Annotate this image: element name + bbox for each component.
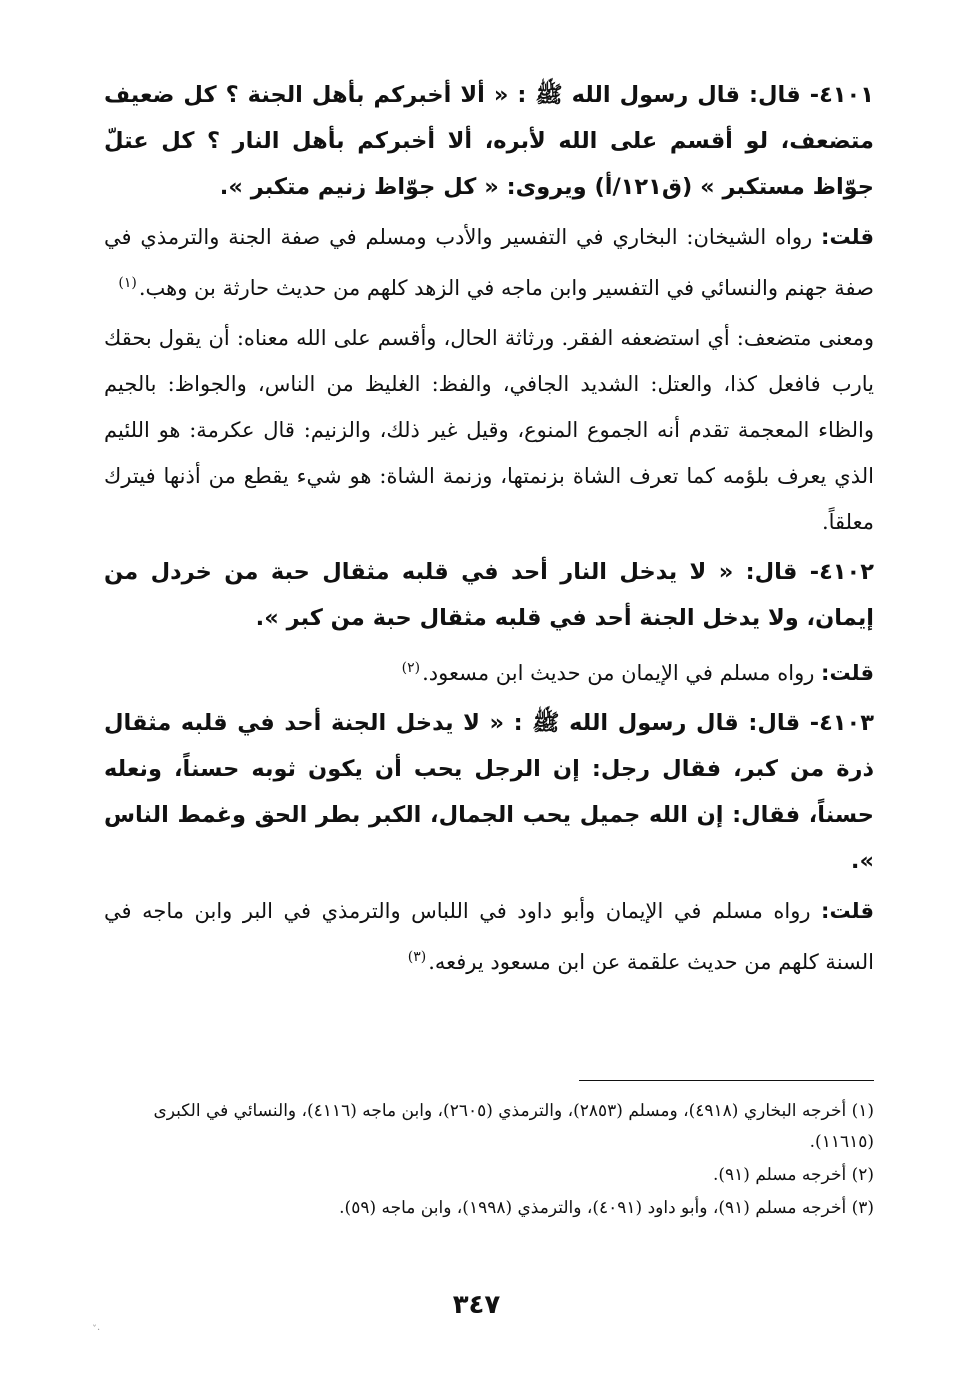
commentary-4102-source <box>104 645 874 696</box>
qult-label: قلت: <box>821 899 874 923</box>
commentary-text: رواه الشيخان: البخاري في التفسير والأدب ومسلم في صفة الجنة والترمذي في صفة جهنم والنسائي في التفسير وابن ماجه في الزهد كلهم من حديث حارثة بن وهب. <box>104 225 874 300</box>
commentary-4101-meaning: ومعنى متضعف: أي استضعفه الفقر. ورثاثة الحال، وأقسم على الله معناه: أن يقول بحقك يارب فافعل كذا، والعتل: الشديد الجافي، والفظ: الغليظ من الناس، والجواظ: بالجيم والظاء المعجمة تقدم أنه الجموع المنوع، وقيل غير ذلك، والزنيم: قال عكرمة: هو اللئيم الذي يعرف بلؤمه كما تعرف الشاة بزنمتها، وزنمة الشاة: هو شيء يقطع من أذنها فيترك معلقاً. <box>104 326 874 534</box>
footnote-1: (١) أخرجه البخاري (٤٩١٨)، ومسلم (٢٨٥٣)، والترمذي (٢٦٠٥)، وابن ماجه (٤١١٦)، والنسائي في الكبرى (١١٦١٥). <box>153 1101 874 1152</box>
hadith-4103: ٤١٠٣- قال: قال رسول الله ﷺ : « لا يدخل الجنة أحد في قلبه مثقال ذرة من كبر، فقال رجل: إن الرجل يحب أن يكون ثوبه حسناً، ونعله حسناً، فقال: إن الله جميل يحب الجمال، الكبر بطر الحق وغمط الناس ». <box>104 710 874 874</box>
qult-label: قلت: <box>821 661 874 685</box>
footnote-ref-1[interactable]: (١) <box>118 275 137 291</box>
commentary-text: رواه مسلم في الإيمان وأبو داود في اللباس والترمذي في البر وابن ماجه في السنة كلهم من حديث علقمة عن ابن مسعود يرفعه. <box>104 899 874 974</box>
commentary-text: رواه مسلم في الإيمان من حديث ابن مسعود. <box>422 661 815 685</box>
hadith-4102: ٤١٠٢- قال: « لا يدخل النار أحد في قلبه مثقال حبة من خردل من إيمان، ولا يدخل الجنة أحد في قلبه مثقال حبة من كبر ». <box>104 559 874 631</box>
hadith-4101: ٤١٠١- قال: قال رسول الله ﷺ : « ألا أخبركم بأهل الجنة ؟ كل ضعيف متضعف، لو أقسم على الله لأبره، ألا أخبركم بأهل النار ؟ كل عتلّ جوّاظ مستكبر » (ق١٢١/أ) ويروى: « كل جوّاظ زنيم متكبر ». <box>104 82 874 200</box>
footnote-3: (٣) أخرجه مسلم (٩١)، وأبو داود (٤٠٩١)، والترمذي (١٩٩٨)، وابن ماجه (٥٩). <box>339 1198 874 1218</box>
footnote-ref-2[interactable]: (٢) <box>401 660 421 676</box>
commentary-4103-source <box>104 888 874 985</box>
page-number: ٣٤٧ <box>452 1290 501 1320</box>
commentary-4101-source <box>104 214 874 311</box>
footnote-separator <box>579 1080 874 1081</box>
page-body <box>104 72 874 985</box>
footnote-2: (٢) أخرجه مسلم (٩١). <box>712 1165 874 1185</box>
footnotes <box>104 1096 874 1226</box>
scan-mark: ·ˇ <box>92 1325 101 1336</box>
qult-label: قلت: <box>821 225 874 249</box>
footnote-ref-3[interactable]: (٣) <box>407 949 427 965</box>
